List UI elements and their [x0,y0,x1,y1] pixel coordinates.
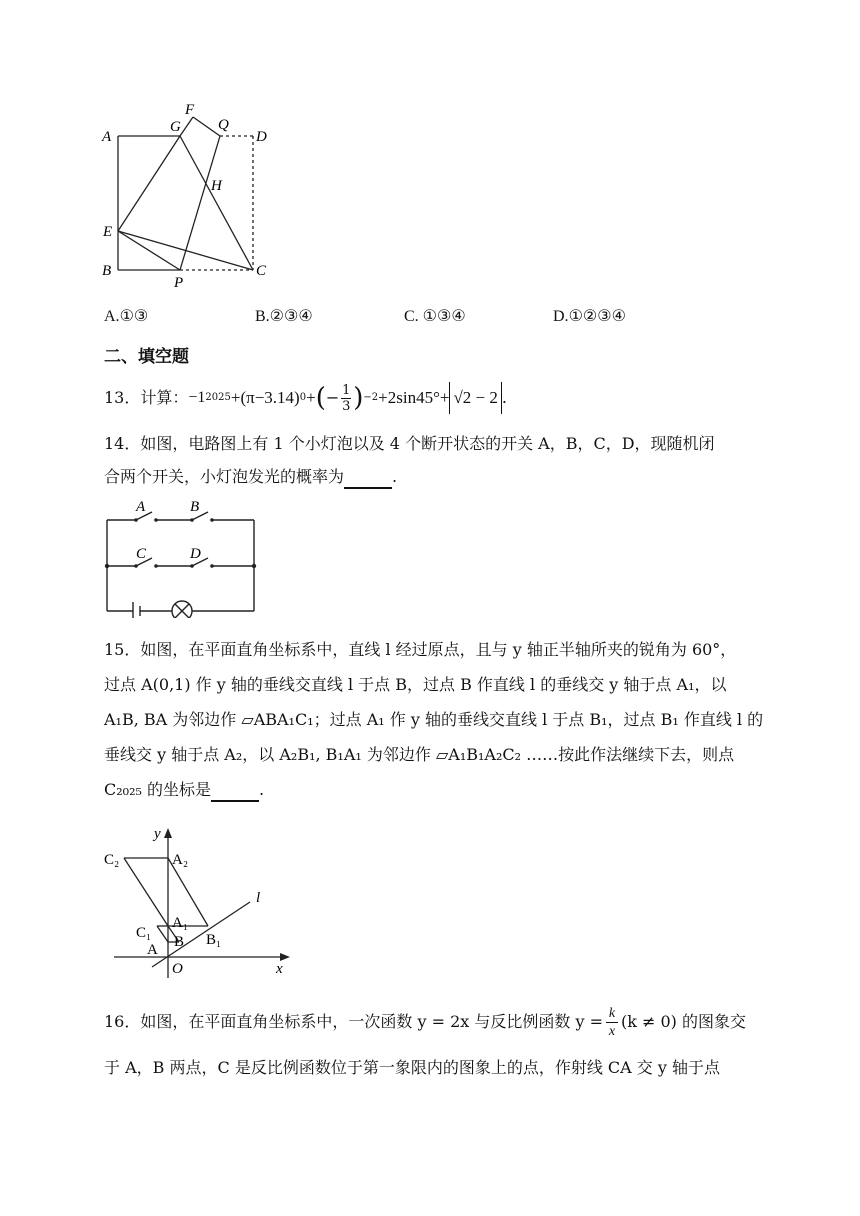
figure-coordinate-q15 [100,818,296,982]
switch-label-D: D [190,546,201,562]
choice-b[interactable]: B.②③④ [255,308,313,325]
question-15-line2: 过点 A(0,1) 作 y 轴的垂线交直线 l 于点 B，过点 B 作直线 l 的垂线交 y 轴于点 A₁，以 [104,675,727,694]
question-14-line2: 合两个开关，小灯泡发光的概率为 . [104,461,397,493]
question-15-line5: C₂₀₂₅ 的坐标是 . [104,774,264,806]
choice-a[interactable]: A.①③ [104,308,149,325]
label-A2: A₂ [172,852,189,868]
label-B1: B₁ [206,932,222,948]
question-15-line4: 垂线交 y 轴于点 A₂，以 A₂B₁, B₁A₁ 为邻边作 ▱A₁B₁A₂C₂ ……按此作法继续下去，则点 [104,745,735,764]
question-15-line1: 15．如图，在平面直角坐标系中，直线 l 经过原点，且与 y 轴正半轴所夹的锐角为 60°， [104,640,737,659]
question-16-line2: 于 A，B 两点，C 是反比例函数位于第一象限内的图象上的点，作射线 CA 交 y 轴于点 [104,1058,720,1077]
label-E: E [103,224,113,240]
question-14-line1: 14．如图，电路图上有 1 个小灯泡以及 4 个断开状态的开关 A，B，C，D，现随机闭 [104,434,715,453]
label-B: B [102,263,112,279]
label-A: A [147,942,158,958]
label-A1: A₁ [172,915,189,931]
switch-label-A: A [136,499,146,515]
axis-label-y: y [154,826,161,842]
answer-blank-14[interactable] [344,467,392,489]
line-label-l: l [256,890,261,906]
axis-label-x: x [276,961,283,977]
label-P: P [174,275,184,291]
label-G: G [170,119,181,135]
section-heading: 二、填空题 [104,347,189,367]
answer-blank-15[interactable] [211,780,259,802]
label-C: C [256,263,267,279]
label-B: B [174,934,185,950]
switch-label-B: B [190,499,200,515]
label-C2: C₂ [104,852,120,868]
switch-label-C: C [136,546,147,562]
label-H: H [211,178,222,194]
question-16-line1: 16．如图，在平面直角坐标系中，一次函数 y = 2x 与反比例函数 y = $\frac{k}{x}$ (k ≠ 0) 的图象交 [104,1005,747,1039]
choice-d[interactable]: D.①②③④ [553,308,626,325]
question-15-line3: A₁B, BA 为邻边作 ▱ABA₁C₁；过点 A₁ 作 y 轴的垂线交直线 l 于点 B₁，过点 B₁ 作直线 l 的 [104,710,764,729]
figure-q12 [96,98,286,294]
question-13: 13． 计算： −1 2025 +(π−3.14) 0 + ( − $\frac{1}{3}$ ) −2 +2sin45°+ √2 − 2 . [104,382,507,414]
figure-circuit-q14 [100,498,264,618]
label-Q: Q [218,117,229,133]
label-C1: C₁ [136,925,152,941]
label-O: O [172,961,183,977]
label-D: D [256,129,267,145]
label-F: F [185,102,195,118]
label-A: A [102,129,112,145]
choice-c[interactable]: C. ①③④ [404,308,466,325]
